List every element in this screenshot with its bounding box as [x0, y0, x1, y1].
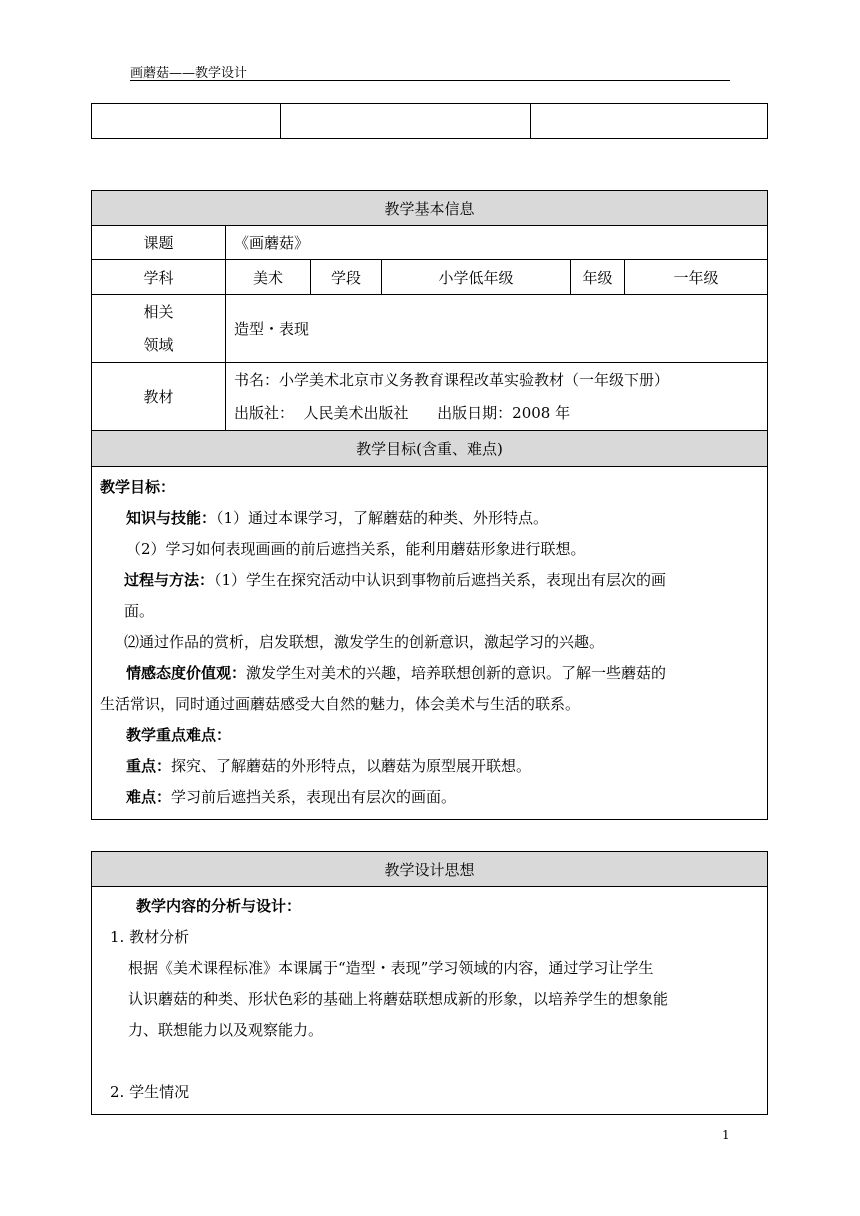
stage-label: 学段	[311, 260, 382, 295]
knowledge-label: 知识与技能：	[126, 509, 217, 527]
design-section-title: 教学设计思想	[92, 852, 768, 887]
subject-value: 美术	[226, 260, 311, 295]
process-text: （1）学生在探究活动中认识到事物前后遮挡关系，表现出有层次的画	[214, 571, 667, 589]
goals-heading: 教学目标：	[100, 478, 176, 496]
emotion-text: 激发学生对美术的兴趣，培养联想创新的意识。了解一些蘑菇的	[246, 664, 667, 682]
design-body	[92, 887, 768, 1115]
subject-label: 学科	[92, 260, 226, 295]
basic-info-section-title: 教学基本信息	[92, 191, 768, 226]
key-label: 重点：	[126, 757, 172, 775]
difficult-label: 难点：	[126, 788, 172, 806]
textbook-line1: 书名：小学美术北京市义务教育课程改革实验教材（一年级下册）	[234, 370, 670, 389]
item1-line1: 根据《美术课程标准》本课属于“造型・表现”学习领域的内容，通过学习让学生	[128, 959, 654, 977]
emotion-text-cont: 生活常识，同时通过画蘑菇感受大自然的魅力，体会美术与生活的联系。	[100, 695, 581, 713]
textbook-value	[226, 363, 768, 431]
item1-line2: 认识蘑菇的种类、形状色彩的基础上将蘑菇联想成新的形象，以培养学生的想象能	[128, 990, 669, 1008]
emotion-label: 情感态度价值观：	[126, 664, 247, 682]
grade-value: 一年级	[625, 260, 768, 295]
item2-title: 2. 学生情况	[110, 1083, 190, 1101]
domain-value: 造型・表现	[226, 295, 768, 363]
domain-label	[92, 295, 226, 363]
empty-cell	[281, 104, 531, 139]
key-heading: 教学重点难点：	[126, 726, 232, 744]
item1-title: 1. 教材分析	[110, 928, 190, 946]
page-number: 1	[722, 1128, 730, 1142]
empty-cell	[92, 104, 281, 139]
top-empty-table	[91, 103, 768, 139]
design-heading: 教学内容的分析与设计：	[136, 897, 302, 915]
header-rule	[130, 80, 730, 81]
key-text: 探究、了解蘑菇的外形特点，以蘑菇为原型展开联想。	[171, 757, 532, 775]
textbook-line2: 出版社： 人民美术出版社 出版日期：2008 年	[234, 403, 571, 422]
stage-value: 小学低年级	[382, 260, 571, 295]
knowledge-text: （1）通过本课学习，了解蘑菇的种类、外形特点。	[216, 509, 549, 527]
knowledge-text-2: （2）学习如何表现画画的前后遮挡关系，能利用蘑菇形象进行联想。	[126, 540, 586, 558]
item1-line3: 力、联想能力以及观察能力。	[128, 1021, 324, 1039]
empty-cell	[531, 104, 768, 139]
process-text-2: ⑵通过作品的赏析，启发联想，激发学生的创新意识，激起学习的兴趣。	[124, 633, 605, 651]
goals-body	[92, 467, 768, 820]
process-label: 过程与方法：	[124, 571, 215, 589]
basic-info-table	[91, 190, 768, 820]
textbook-label: 教材	[92, 363, 226, 431]
domain-label-line1: 相关	[143, 302, 174, 321]
difficult-text: 学习前后遮挡关系，表现出有层次的画面。	[171, 788, 457, 806]
page-header-title: 画蘑菇——教学设计	[130, 66, 248, 81]
topic-value: 《画蘑菇》	[226, 226, 768, 260]
grade-label: 年级	[571, 260, 625, 295]
goals-section-title: 教学目标(含重、难点)	[92, 431, 768, 467]
design-table	[91, 851, 768, 1115]
process-text-cont: 面。	[124, 602, 155, 620]
domain-label-line2: 领域	[143, 335, 174, 354]
topic-label: 课题	[92, 226, 226, 260]
